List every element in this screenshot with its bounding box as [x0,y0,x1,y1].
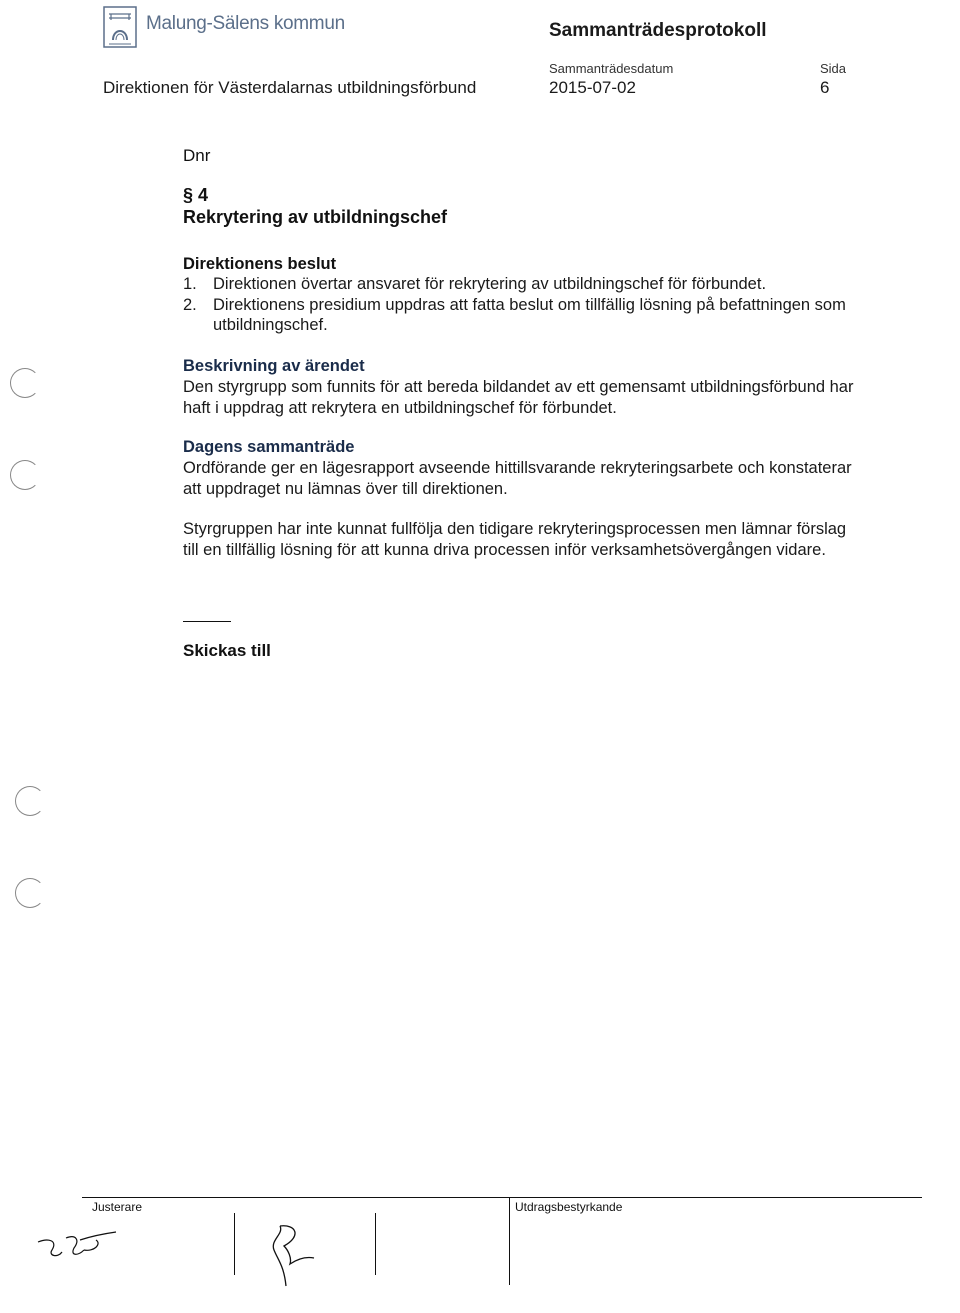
signature-initials [262,1220,322,1292]
punch-hole [10,460,40,490]
meeting-text-1: Ordförande ger en lägesrapport avseende hittillsvarande rekryteringsarbete och konstaterar att uppdraget nu lämnas över till direktionen. [183,459,852,498]
decision-list [183,274,883,336]
page-label: Sida [820,61,847,76]
matter-title: Rekrytering av utbildningschef [183,207,448,227]
meeting-date: 2015-07-02 [549,78,636,97]
punch-hole [15,786,45,816]
signature-divider [375,1213,376,1275]
decision-item-text: Direktionens presidium uppdras att fatta beslut om tillfällig lösning på befattningen som utbildningschef. [213,295,846,334]
footer-rule [82,1197,922,1198]
utdragsbestyrkande-label: Utdragsbestyrkande [515,1200,623,1214]
punch-hole [15,878,45,908]
separator-line [183,621,231,622]
decision-item-text: Direktionen övertar ansvaret för rekrytering av utbildningschef för förbundet. [213,275,767,293]
signature-initials [36,1226,126,1270]
page-number: 6 [820,78,830,97]
decision-item-number: 2. [183,295,197,314]
dnr-label: Dnr [183,146,211,165]
body-name: Direktionen för Västerdalarnas utbildningsförbund [103,78,477,97]
signature-divider [509,1197,510,1285]
organization-name: Malung-Sälens kommun [146,13,345,34]
description-text: Den styrgrupp som funnits för att bereda bildandet av ett gemensamt utbildningsförbund har haft i uppdrag att rekrytera en utbildningschef för förbundet. [183,378,854,417]
decision-heading: Direktionens beslut [183,255,337,273]
punch-hole [10,368,40,398]
decision-item-number: 1. [183,275,197,293]
decision-item [183,274,883,295]
distribution-heading: Skickas till [183,641,271,660]
date-label: Sammanträdesdatum [549,61,674,76]
document-type: Sammanträdesprotokoll [549,20,767,41]
paragraph-number: § 4 [183,185,209,205]
municipality-logo [103,6,137,48]
meeting-text-2: Styrgruppen har inte kunnat fullfölja den tidigare rekryteringsprocessen men lämnar förslag till en tillfällig lösning för att kunna driva processen inför verksamhetsövergången vidare. [183,520,847,559]
decision-item [183,295,883,336]
description-heading: Beskrivning av ärendet [183,357,365,375]
signature-divider [234,1213,235,1275]
justerare-label: Justerare [92,1200,143,1214]
meeting-heading: Dagens sammanträde [183,438,355,456]
